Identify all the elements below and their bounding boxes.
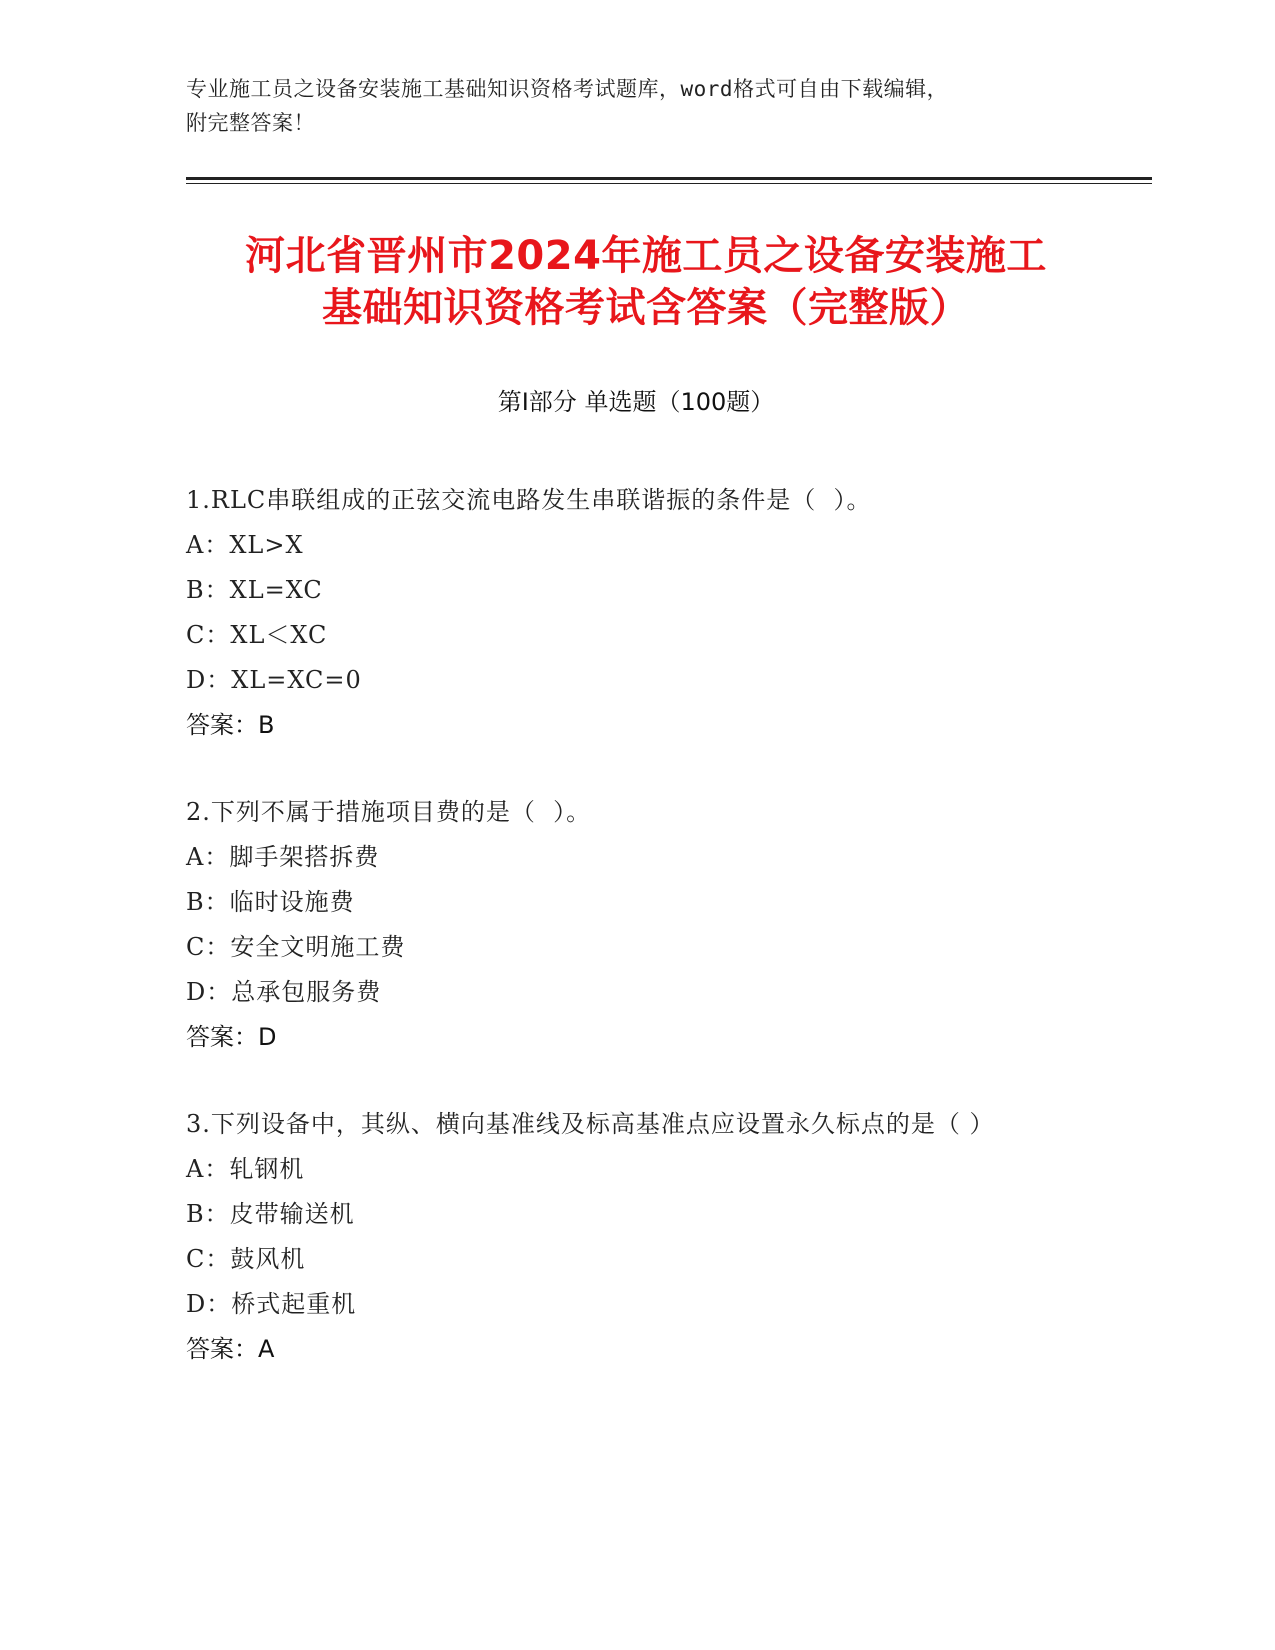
option-b: B：皮带输送机	[186, 1200, 355, 1228]
header-divider-thick	[186, 177, 1152, 180]
section-title: 第Ⅰ部分 单选题（100题）	[497, 388, 775, 416]
question-stem: 1.RLC串联组成的正弦交流电路发生串联谐振的条件是（ ）。	[186, 486, 872, 514]
option-d: D：桥式起重机	[186, 1290, 357, 1318]
answer: 答案：A	[186, 1335, 275, 1363]
option-c: C：XL＜XC	[186, 621, 328, 649]
option-a: A：脚手架搭拆费	[186, 843, 380, 871]
question-1	[186, 478, 1086, 748]
question-2	[186, 790, 1086, 1060]
document-title-line-2: 基础知识资格考试含答案（完整版）	[322, 285, 970, 331]
option-b: B：临时设施费	[186, 888, 355, 916]
option-c: C：安全文明施工费	[186, 933, 406, 961]
option-c: C：鼓风机	[186, 1245, 306, 1273]
question-stem: 2.下列不属于措施项目费的是（ ）。	[186, 798, 592, 826]
header-note-line-2: 附完整答案！	[186, 111, 315, 135]
question-3	[186, 1102, 1086, 1372]
option-a: A：轧钢机	[186, 1155, 305, 1183]
option-b: B：XL=XC	[186, 576, 323, 604]
answer: 答案：B	[186, 711, 275, 739]
option-a: A：XL>X	[186, 531, 304, 559]
option-d: D：XL=XC=0	[186, 666, 362, 694]
document-title	[186, 230, 1106, 334]
header-note-line-1: 专业施工员之设备安装施工基础知识资格考试题库，word格式可自由下载编辑，	[186, 77, 949, 101]
header-divider-thin	[186, 183, 1152, 184]
question-stem: 3.下列设备中，其纵、横向基准线及标高基准点应设置永久标点的是（ ）	[186, 1110, 995, 1138]
answer: 答案：D	[186, 1023, 277, 1051]
question-list	[186, 478, 1086, 1414]
option-d: D：总承包服务费	[186, 978, 382, 1006]
document-title-line-1: 河北省晋州市2024年施工员之设备安装施工	[245, 233, 1047, 279]
header-note	[186, 72, 1086, 140]
